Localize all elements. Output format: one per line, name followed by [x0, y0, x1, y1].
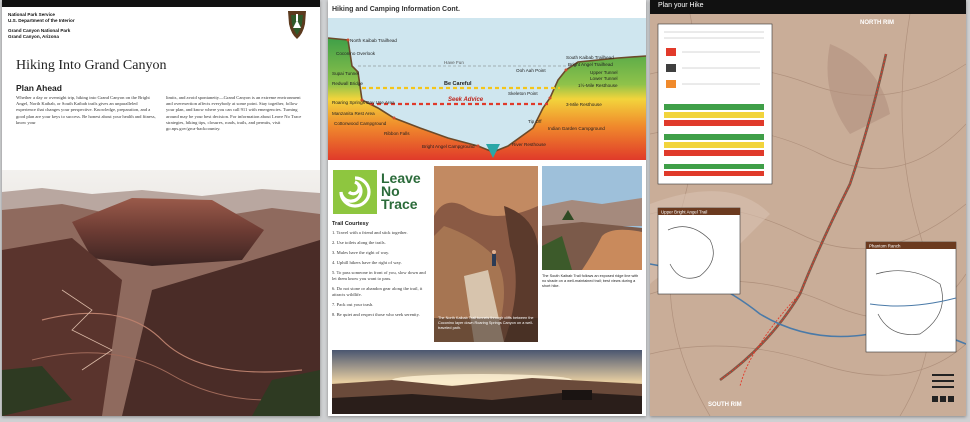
label-indian-garden: Indian Garden Campground	[548, 126, 605, 131]
label-manzanita: Manzanita Rest Area	[332, 111, 375, 116]
section-heading: Plan Ahead	[16, 83, 62, 93]
inset-title-upper-bright-angel: Upper Bright Angel Trail	[661, 209, 708, 215]
ridge-trail-photo	[542, 166, 642, 270]
agency-block	[8, 12, 75, 40]
list-item: 8. Be quiet and respect those who seek serenity.	[332, 312, 420, 317]
panel-heading: Hiking and Camping Information Cont.	[332, 6, 460, 13]
label-upper-tunnel: Upper Tunnel	[590, 70, 618, 75]
list-item: 1. Travel with a friend and stick together.	[332, 230, 408, 235]
trail-courtesy-list	[332, 230, 428, 322]
label-mile-3-resthouse: 3-Mile Resthouse	[566, 102, 602, 107]
label-south-kaibab-trailhead: South Kaibab Trailhead	[566, 55, 614, 60]
label-north-kaibab-trailhead: North Kaibab Trailhead	[350, 38, 397, 43]
agency-line: Grand Canyon National Park	[8, 28, 71, 33]
page-title: Hiking Into Grand Canyon	[16, 58, 167, 73]
tunnel-photo-caption: The North Kaibab Trail tunnels through cliffs between the Coconino layer down Roaring Springs Canyon on a well-traveled path.	[438, 316, 534, 330]
label-supai-tunnel: Supai Tunnel	[332, 71, 359, 76]
list-item: 3. Mules have the right of way.	[332, 250, 390, 255]
label-skeleton-point: Skeleton Point	[508, 91, 538, 96]
agency-line: Grand Canyon, Arizona	[8, 34, 59, 39]
list-item: 6. Do not stone or abandon gear along the trail, it attracts wildlife.	[332, 286, 423, 297]
list-item: 4. Uphill hikers have the right of way.	[332, 260, 402, 265]
trail-map	[650, 14, 966, 416]
label-bright-angel-trailhead: Bright Angel Trailhead	[568, 62, 613, 67]
label-bright-angel-campground: Bright Angel Campground	[422, 144, 475, 149]
top-bar	[2, 0, 320, 7]
lnt-word: No	[381, 183, 400, 199]
hiking-info-panel	[328, 0, 646, 416]
map-title: Plan your Hike	[658, 2, 704, 9]
trail-courtesy-heading: Trail Courtesy	[332, 221, 369, 227]
inset-title-phantom-ranch: Phantom Ranch	[869, 243, 901, 249]
zone-have-fun: Have Fun	[444, 60, 464, 65]
agency-line: U.S. Department of the Interior	[8, 18, 75, 23]
nps-arrowhead-icon	[286, 10, 308, 40]
canyon-panorama-photo	[332, 350, 642, 414]
list-item: 2. Use toilets along the trails.	[332, 240, 386, 245]
agency-line: National Park Service	[8, 12, 55, 17]
label-south-rim: SOUTH RIM	[708, 402, 742, 408]
list-item: 5. To pass someone in front of you, slow down and let them know you want to pass.	[332, 270, 426, 281]
label-redwall-bridge: Redwall Bridge	[332, 81, 363, 86]
ridge-photo-caption: The South Kaibab Trail follows an exposed ridge line with no shade on a well-maintained trail; best views during a short hike.	[542, 274, 639, 288]
lnt-wordmark	[381, 172, 421, 211]
label-ooh-aah-point: Ooh Aah Point	[516, 68, 546, 73]
label-ribbon-falls: Ribbon Falls	[384, 131, 410, 136]
lnt-word: Leave	[381, 170, 421, 186]
list-item: 7. Pack out your trash.	[332, 302, 374, 307]
label-tip-off: Tip Off	[528, 119, 542, 124]
trail-map-panel	[650, 0, 966, 416]
trail-profile-diagram	[328, 18, 646, 160]
lnt-word: Trace	[381, 196, 418, 212]
canyon-photo	[2, 170, 320, 416]
label-mile-15-resthouse: 1½-Mile Resthouse	[578, 83, 618, 88]
label-coconino-overlook: Coconino Overlook	[336, 51, 376, 56]
label-roaring-springs: Roaring Springs Day Use Area	[332, 100, 395, 105]
map-header	[650, 0, 966, 14]
label-river-resthouse: River Resthouse	[512, 142, 546, 147]
zone-seek-advice: Seek Advice	[448, 97, 484, 103]
body-text-col1: Whether a day or overnight trip, hiking into Grand Canyon on the Bright Angel, North Kaibab, or South Kaibab trails gives an unparalleled experience that changes your perspective. Knowledge, preparation, and a good plan are your keys to success. Be honest about your health and fitness, know your	[16, 95, 156, 125]
lnt-swirl-icon	[333, 170, 377, 214]
label-north-rim: NORTH RIM	[860, 20, 894, 26]
label-cottonwood: Cottonwood Campground	[334, 121, 387, 126]
label-lower-tunnel: Lower Tunnel	[590, 76, 618, 81]
brochure-cover-panel	[2, 0, 320, 416]
body-text-col2: limits, and avoid spontaneity—Grand Canyon is an extreme environment and overexertion affects everybody at some point. Stay together, follow your plan, and know where you can call 911 with emergencies. Turning around may be your best decision. For information about Leave No Trace strategies, hiking tips, closures, roads, trails, and permits, visit go.nps.gov/grca-backcountry.	[166, 95, 302, 132]
zone-be-careful: Be Careful	[444, 81, 472, 87]
